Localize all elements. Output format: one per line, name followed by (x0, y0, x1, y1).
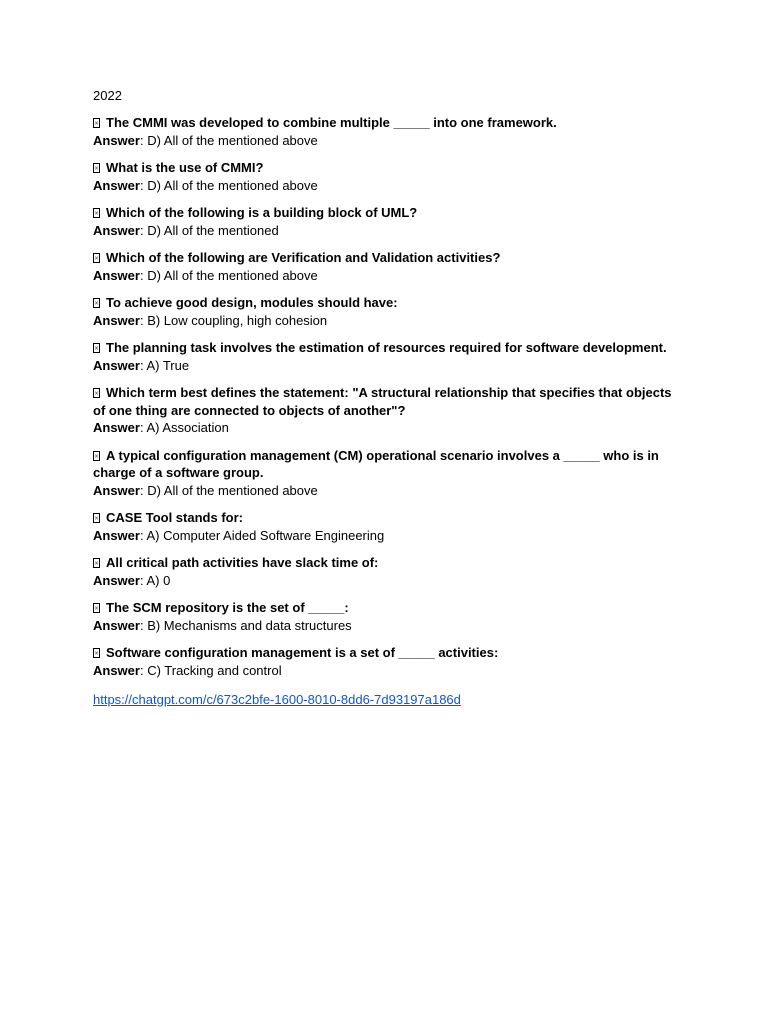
answer-text: : B) Mechanisms and data structures (139, 617, 352, 633)
answer (93, 527, 676, 545)
question (93, 159, 676, 177)
question (93, 114, 676, 132)
question (93, 294, 676, 312)
qa-item (93, 294, 676, 329)
question-text: Which of the following are Verification and Validation activities? (106, 250, 501, 265)
answer-label: Answer (93, 177, 140, 193)
qa-item (93, 554, 676, 589)
question-text: The planning task involves the estimation of resources required for software development. (106, 340, 667, 355)
question-text: All critical path activities have slack time of: (106, 555, 379, 570)
question (93, 204, 676, 222)
bullet-icon (93, 451, 100, 461)
answer-label: Answer (93, 527, 140, 543)
chat-link[interactable]: https://chatgpt.com/c/673c2bfe-1600-8010-8dd6-7d93197a186d (93, 692, 461, 707)
bullet-icon (93, 648, 100, 658)
qa-item (93, 447, 676, 500)
answer-label: Answer (93, 572, 140, 588)
answer-text: : C) Tracking and control (139, 662, 282, 678)
bullet-icon (93, 298, 100, 308)
answer-label: Answer (93, 132, 140, 148)
qa-item (93, 249, 676, 284)
qa-item (93, 644, 676, 679)
qa-item (93, 339, 676, 374)
answer-label: Answer (93, 617, 140, 633)
answer-label: Answer (93, 222, 140, 238)
answer-text: : A) 0 (139, 572, 171, 588)
bullet-icon (93, 558, 100, 568)
question (93, 339, 676, 357)
question-text: CASE Tool stands for: (106, 510, 243, 525)
question-text: The SCM repository is the set of _____: (106, 600, 349, 615)
answer-label: Answer (93, 420, 140, 435)
answer (93, 222, 676, 240)
answer-text: : A) Association (139, 420, 229, 435)
answer (93, 662, 676, 680)
answer-label: Answer (93, 357, 140, 373)
document-year: 2022 (93, 88, 122, 103)
question-text: A typical configuration management (CM) operational scenario involves a _____ who is in charge of a software group. (93, 447, 659, 480)
qa-item (93, 114, 676, 149)
question-text: Which term best defines the statement: "A structural relationship that specifies that objects of one thing are connected to objects of another"? (93, 385, 672, 418)
answer (93, 177, 676, 195)
qa-item (93, 509, 676, 544)
bullet-icon (93, 118, 100, 128)
answer (93, 482, 676, 500)
answer-text: : D) All of the mentioned above (139, 267, 318, 283)
answer (93, 312, 676, 330)
question (93, 447, 676, 482)
answer-text: : D) All of the mentioned above (139, 482, 318, 498)
answer-label: Answer (93, 312, 140, 328)
answer-text: : D) All of the mentioned (139, 222, 279, 238)
qa-item (93, 159, 676, 194)
question-text: Software configuration management is a set of _____ activities: (106, 645, 499, 660)
bullet-icon (93, 603, 100, 613)
bullet-icon (93, 513, 100, 523)
bullet-icon (93, 388, 100, 398)
qa-item (93, 204, 676, 239)
question (93, 554, 676, 572)
question (93, 384, 676, 419)
bullet-icon (93, 343, 100, 353)
answer-text: : A) Computer Aided Software Engineering (139, 527, 385, 543)
answer-text: : D) All of the mentioned above (139, 177, 318, 193)
answer-text: : D) All of the mentioned above (139, 132, 318, 148)
qa-item (93, 599, 676, 634)
bullet-icon (93, 253, 100, 263)
question (93, 599, 676, 617)
question-text: Which of the following is a building block of UML? (106, 205, 418, 220)
question-text: The CMMI was developed to combine multiple _____ into one framework. (106, 115, 557, 130)
answer-label: Answer (93, 662, 140, 678)
answer (93, 572, 676, 590)
question (93, 644, 676, 662)
answer-text: : B) Low coupling, high cohesion (139, 312, 328, 328)
qa-item (93, 384, 676, 437)
question (93, 509, 676, 527)
answer-text: : A) True (139, 357, 190, 373)
question-text: To achieve good design, modules should have: (106, 295, 398, 310)
question (93, 249, 676, 267)
bullet-icon (93, 163, 100, 173)
answer (93, 617, 676, 635)
answer-label: Answer (93, 267, 140, 283)
answer (93, 419, 676, 437)
question-text: What is the use of CMMI? (106, 160, 264, 175)
bullet-icon (93, 208, 100, 218)
answer-label: Answer (93, 482, 140, 498)
answer (93, 132, 676, 150)
answer (93, 267, 676, 285)
answer (93, 357, 676, 375)
